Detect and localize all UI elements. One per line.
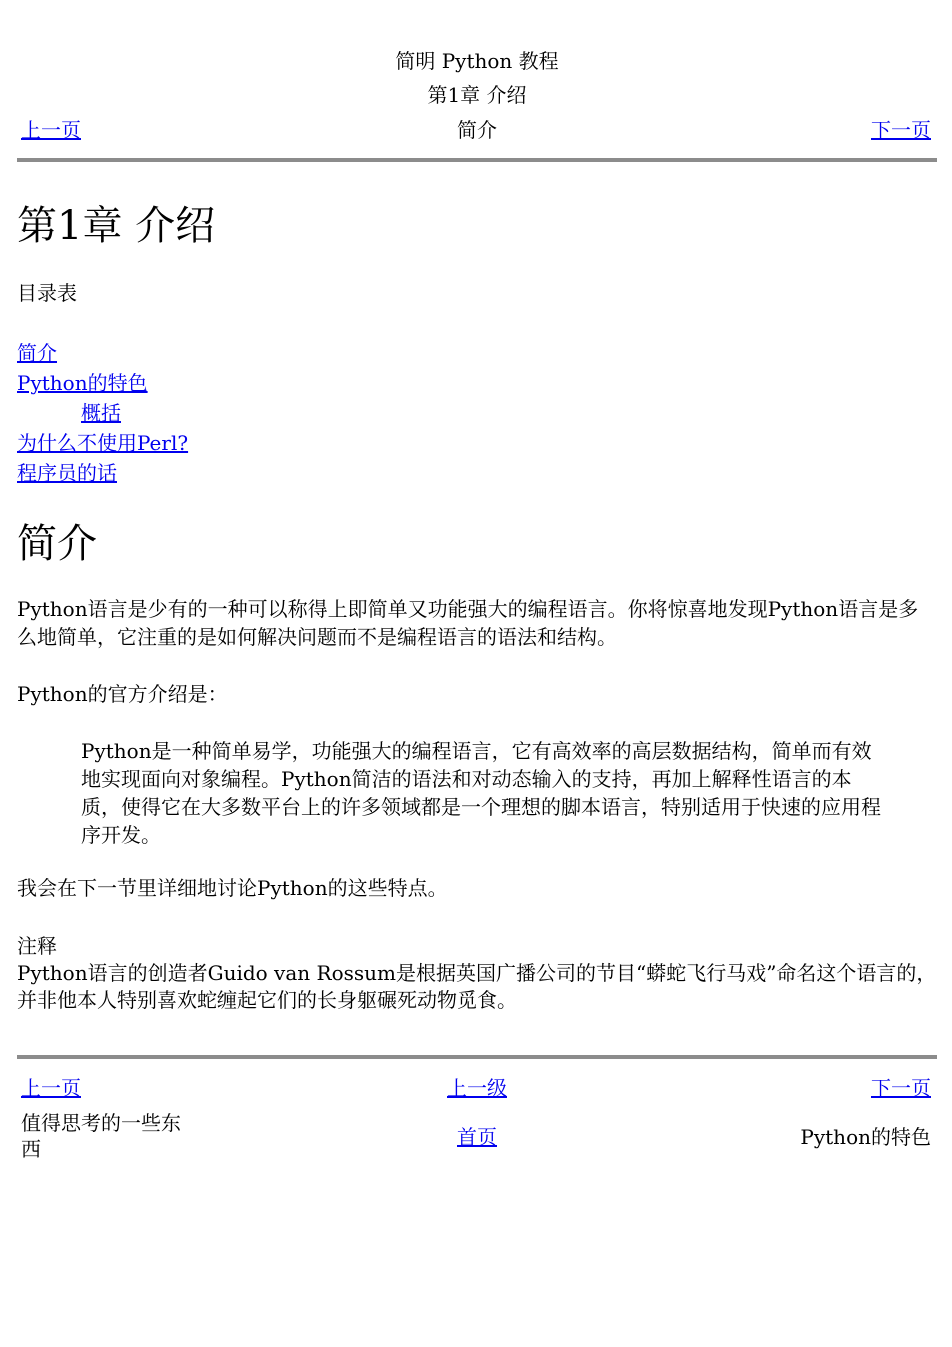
chapter-heading: 第1章 介绍 [17, 203, 216, 249]
bottom-navigation [17, 1070, 937, 1170]
note-text: Python语言的创造者Guido van Rossum是根据英国广播公司的节目“蟒蛇飞行马戏”命名这个语言的，并非他本人特别喜欢蛇缠起它们的长身躯碾死动物觅食。 [17, 961, 937, 1012]
top-navigation [17, 44, 937, 148]
toc-link-features[interactable]: Python的特色 [17, 371, 148, 395]
bottom-nav-titles [17, 1110, 937, 1170]
toc-link-programmer-words[interactable]: 程序员的话 [17, 461, 117, 485]
table-of-contents [17, 338, 188, 488]
top-prev-link[interactable]: 上一页 [21, 118, 81, 142]
bottom-nav-links [17, 1070, 937, 1106]
home-link[interactable]: 首页 [457, 1125, 497, 1149]
prev-page-title: 值得思考的一些东西 [21, 1111, 181, 1161]
top-next-link[interactable]: 下一页 [871, 118, 931, 142]
chapter-title: 第1章 介绍 [427, 83, 527, 107]
bottom-prev-link[interactable]: 上一页 [21, 1076, 81, 1100]
note-block [17, 933, 937, 1014]
bottom-next-link[interactable]: 下一页 [871, 1076, 931, 1100]
toc-label: 目录表 [17, 281, 77, 305]
bottom-divider [17, 1055, 937, 1059]
official-intro-quote: Python是一种简单易学，功能强大的编程语言，它有高效率的高层数据结构，简单而有效地实现面向对象编程。Python简洁的语法和对动态输入的支持，再加上解释性语言的本质，使得它在大多数平台上的许多领域都是一个理想的脚本语言，特别适用于快速的应用程序开发。 [81, 739, 881, 847]
toc-link-intro[interactable]: 简介 [17, 341, 57, 365]
next-section-paragraph: 我会在下一节里详细地讨论Python的这些特点。 [17, 876, 448, 900]
up-link-text[interactable]: 上一级 [447, 1076, 507, 1100]
book-title: 简明 Python 教程 [395, 49, 559, 73]
up-link [17, 1070, 937, 1106]
intro-paragraph: Python语言是少有的一种可以称得上即简单又功能强大的编程语言。你将惊喜地发现Python语言是多么地简单，它注重的是如何解决问题而不是编程语言的语法和结构。 [17, 597, 919, 649]
top-nav-row [17, 112, 937, 148]
next-page-title: Python的特色 [800, 1125, 931, 1149]
note-title: 注释 [17, 934, 57, 958]
toc-link-why-not-perl[interactable]: 为什么不使用Perl? [17, 431, 189, 455]
section-heading: 简介 [17, 521, 97, 567]
current-section-title: 简介 [457, 118, 497, 142]
top-divider [17, 158, 937, 162]
official-intro-label: Python的官方介绍是： [17, 682, 228, 706]
home-cell [17, 1124, 937, 1150]
toc-link-summary[interactable]: 概括 [81, 401, 121, 425]
